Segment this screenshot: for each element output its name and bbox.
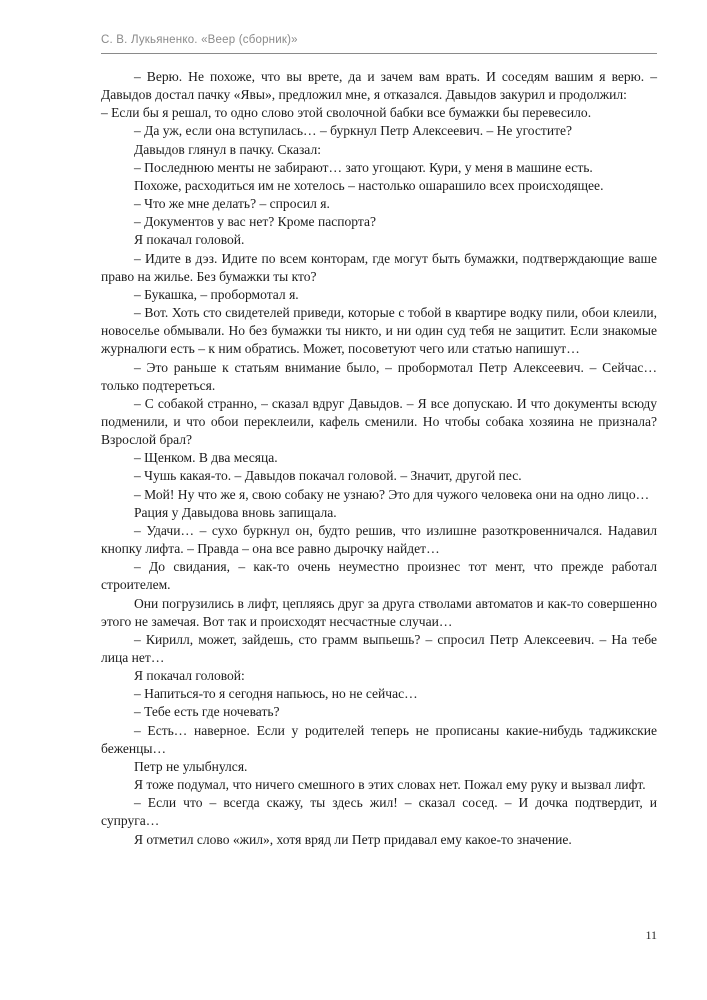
paragraph: – Есть… наверное. Если у родителей теперь не прописаны какие-нибудь таджикские беженцы…	[101, 722, 657, 756]
paragraph: – Удачи… – сухо буркнул он, будто решив, что излишне разоткровенничался. Надавил кнопку лифта. – Правда – она все равно дырочку найдет…	[101, 522, 657, 557]
paragraph: Я тоже подумал, что ничего смешного в этих словах нет. Пожал ему руку и вызвал лифт.	[134, 777, 646, 793]
paragraph: – С собакой странно, – сказал вдруг Давыдов. – Я все допускаю. И что документы всюду подменили, и что обои переклеили, кафель сменили. Но чтобы собака хозяина не признала? Взрослой брал?	[101, 395, 657, 448]
paragraph: – Если бы я решал, то одно слово этой сволочной бабки все бумажки бы перевесило.	[101, 105, 592, 121]
paragraph: – Идите в дэз. Идите по всем конторам, где могут быть бумажки, подтверждающие ваше право на жилье. Без бумажки ты кто?	[101, 250, 657, 284]
paragraph: Петр не улыбнулся.	[134, 758, 248, 774]
book-text	[101, 68, 657, 849]
paragraph: – Документов у вас нет? Кроме паспорта?	[134, 214, 376, 230]
paragraph: – Кирилл, может, зайдешь, сто грамм выпьешь? – спросил Петр Алексеевич. – На тебе лица нет…	[101, 631, 657, 665]
paragraph: – Напиться-то я сегодня напьюсь, но не сейчас…	[134, 686, 418, 702]
paragraph: – Мой! Ну что же я, свою собаку не узнаю? Это для чужого человека они на одно лицо…	[134, 486, 650, 502]
paragraph: Я отметил слово «жил», хотя вряд ли Петр придавал ему какое-то значение.	[134, 831, 572, 847]
paragraph: – Чушь какая-то. – Давыдов покачал головой. – Значит, другой пес.	[134, 468, 522, 484]
paragraph: – До свидания, – как-то очень неуместно произнес тот мент, что прежде работал строителем.	[101, 559, 657, 593]
paragraph: Похоже, расходиться им не хотелось – настолько ошарашило всех происходящее.	[134, 177, 604, 193]
paragraph: Я покачал головой.	[134, 232, 245, 248]
paragraph: – Щенком. В два месяца.	[134, 450, 278, 466]
page-number: 11	[645, 928, 657, 942]
paragraph: – Это раньше к статьям внимание было, – пробормотал Петр Алексеевич. – Сейчас… только подтереться.	[101, 359, 657, 393]
paragraph: – Что же мне делать? – спросил я.	[134, 196, 330, 212]
paragraph: Давыдов глянул в пачку. Сказал:	[134, 141, 321, 157]
paragraph: Я покачал головой:	[134, 668, 245, 684]
paragraph: Рация у Давыдова вновь запищала.	[134, 504, 337, 520]
paragraph: – Если что – всегда скажу, ты здесь жил! – сказал сосед. – И дочка подтвердит, и супруга…	[101, 795, 657, 829]
paragraph: – Последнюю менты не забирают… зато угощают. Кури, у меня в машине есть.	[134, 159, 593, 175]
paragraph: – Да уж, если она вступилась… – буркнул Петр Алексеевич. – Не угостите?	[134, 123, 573, 139]
paragraph: – Букашка, – пробормотал я.	[134, 286, 299, 302]
paragraph: – Верю. Не похоже, что вы врете, да и зачем вам врать. И соседям вашим я верю. – Давыдов достал пачку «Явы», предложил мне, я отказался. Давыдов закурил и продолжил:	[101, 69, 657, 103]
running-title: С. В. Лукьяненко. «Веер (сборник)»	[101, 34, 298, 46]
paragraph: Они погрузились в лифт, цепляясь друг за друга стволами автоматов и как-то совершенно этого не замечая. Вот так и происходят несчастные случаи…	[101, 595, 657, 629]
running-header	[101, 33, 657, 54]
paragraph: – Вот. Хоть сто свидетелей приведи, которые с тобой в квартире водку пили, обои клеили, новоселье обмывали. Но без бумажки ты никто, и ни один суд тебя не защитит. Если знакомые журналюги есть – к ним обратись. Может, посоветуют чего или статью напишут…	[101, 305, 657, 357]
paragraph: – Тебе есть где ночевать?	[134, 704, 280, 720]
